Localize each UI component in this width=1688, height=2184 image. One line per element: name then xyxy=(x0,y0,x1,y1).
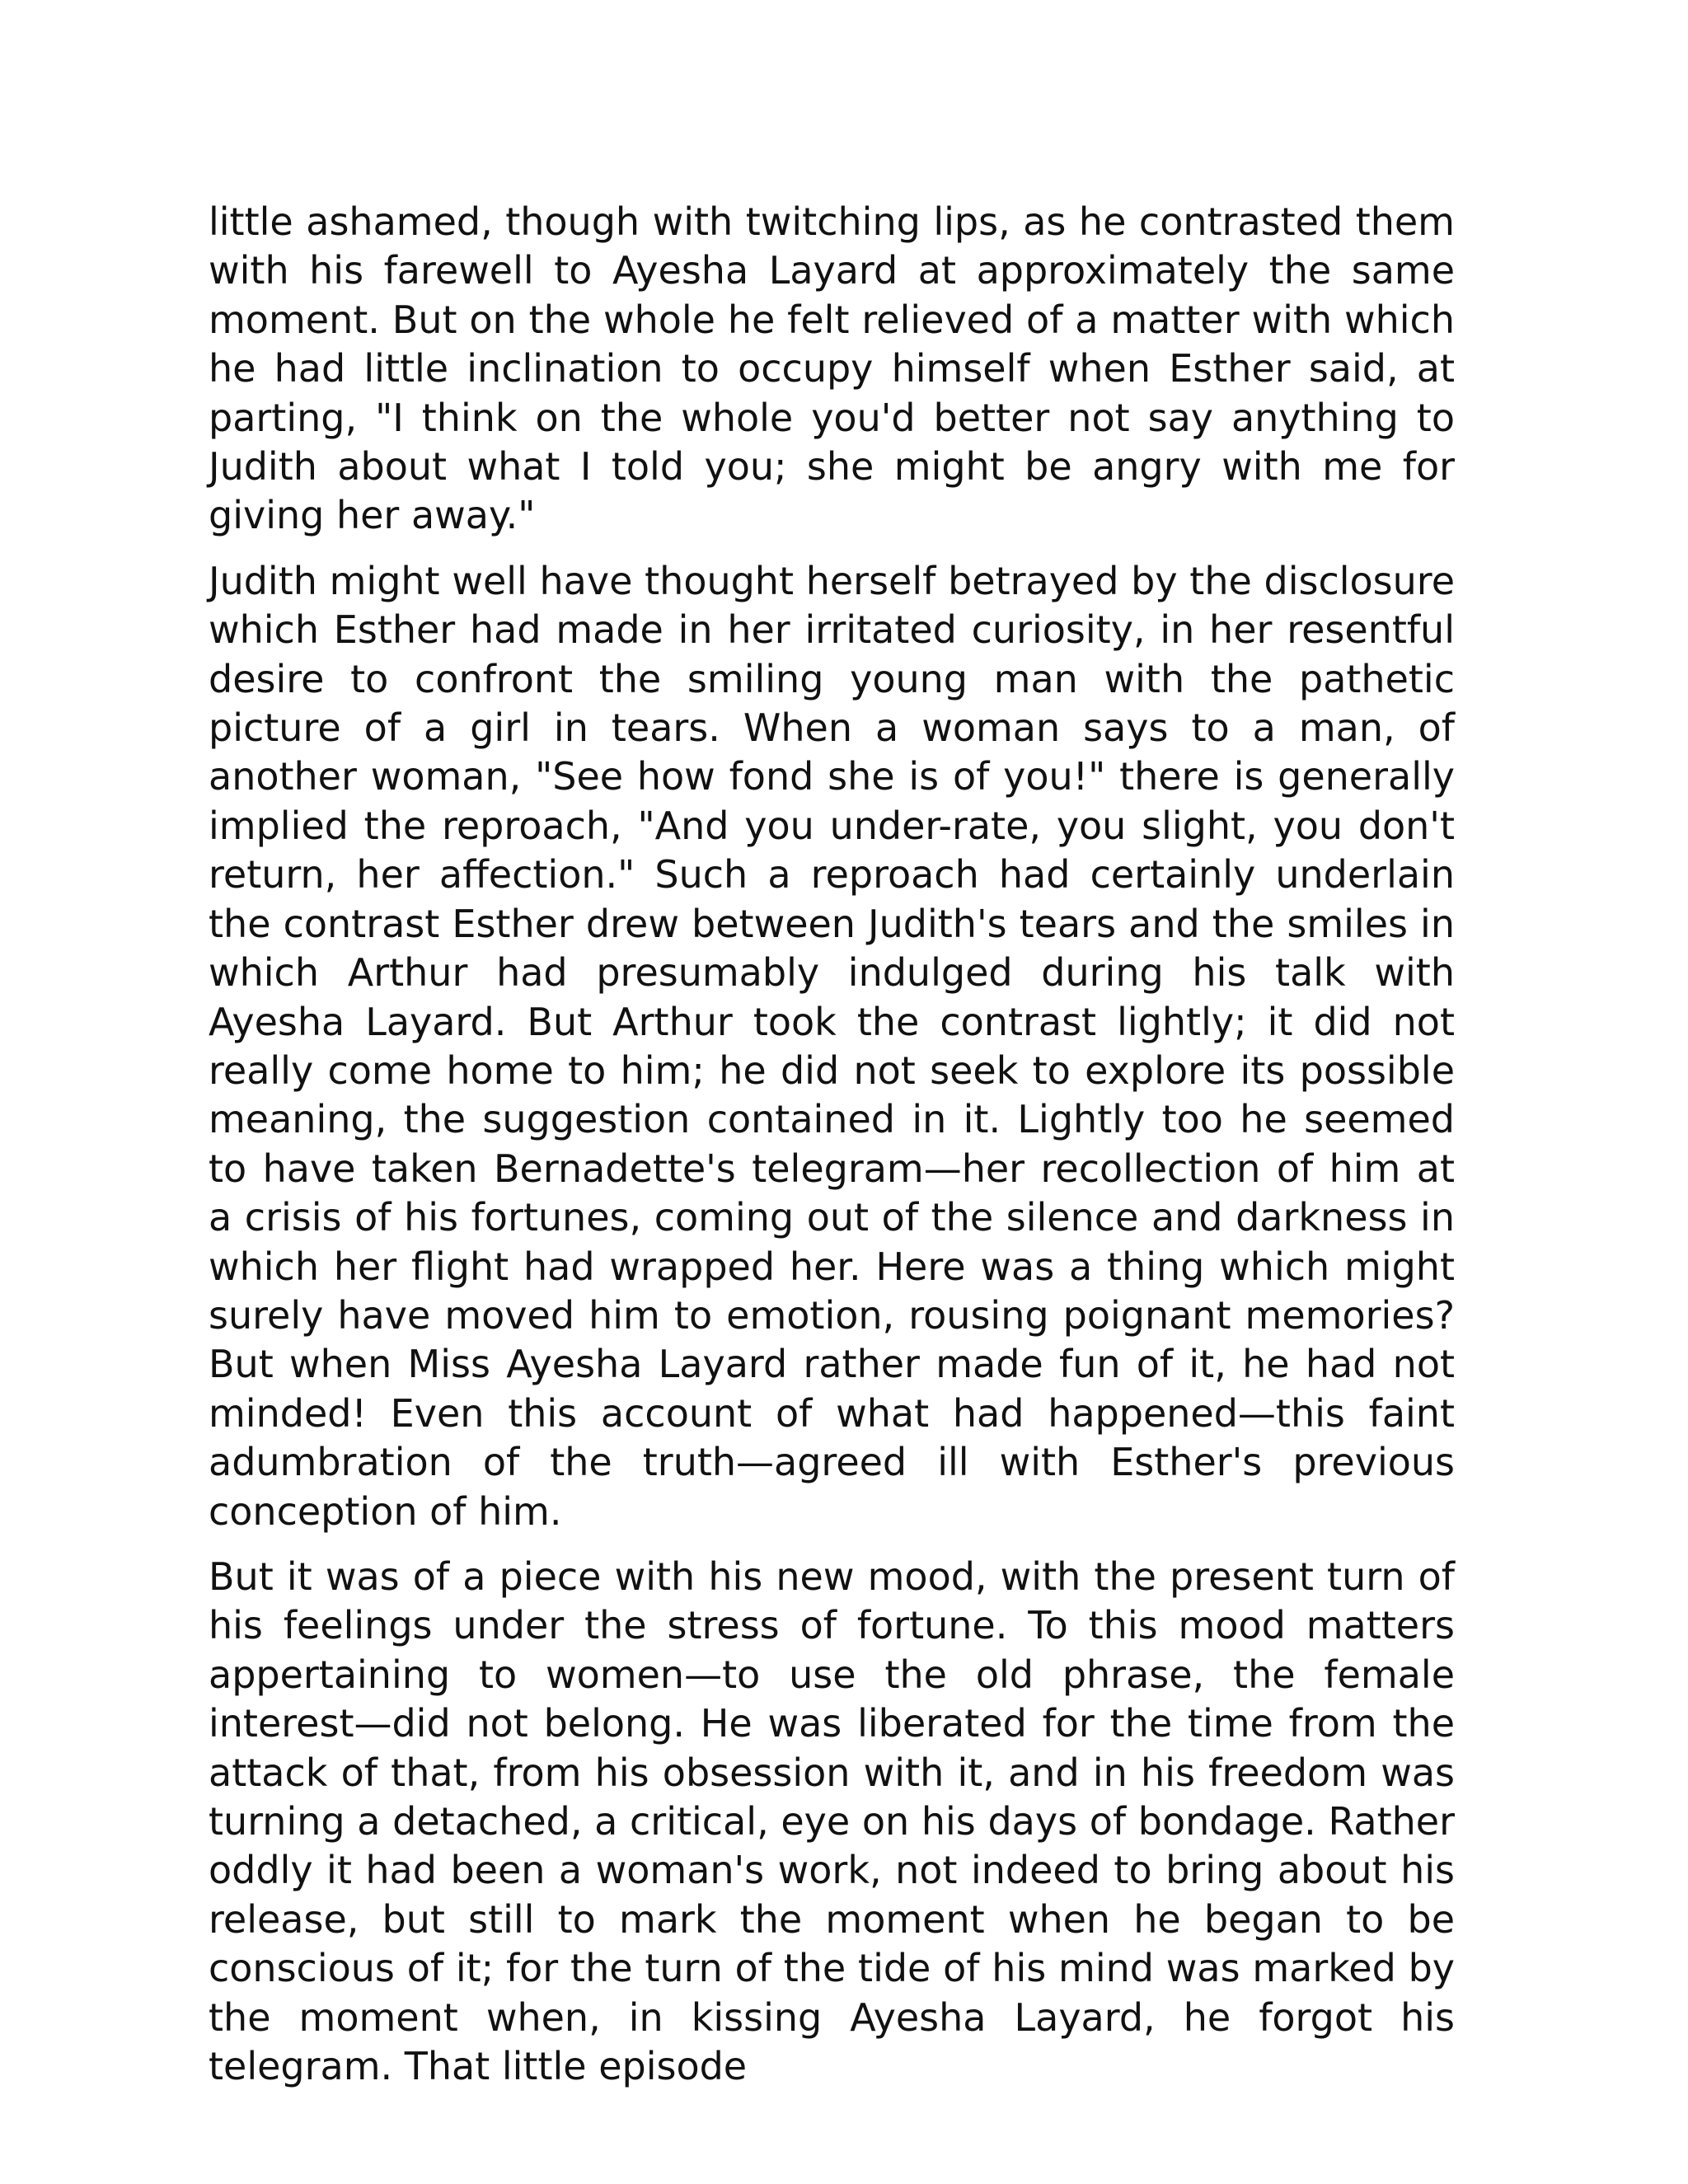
document-page xyxy=(209,198,1455,2091)
paragraph-2: Judith might well have thought herself betrayed by the disclosure which Esther had made in her irritated curiosity, in her resentful desire to confront the smiling young man with the pathetic picture of a girl in tears. When a woman says to a man, of another woman, "See how fond she is of you!" there is generally implied the reproach, "And you under-rate, you slight, you don't return, her affection." Such a reproach had certainly underlain the contrast Esther drew between Judith's tears and the smiles in which Arthur had presumably indulged during his talk with Ayesha Layard. But Arthur took the contrast lightly; it did not really come home to him; he did not seek to explore its possible meaning, the suggestion contained in it. Lightly too he seemed to have taken Bernadette's telegram—her recollection of him at a crisis of his fortunes, coming out of the silence and darkness in which her flight had wrapped her. Here was a thing which might surely have moved him to emotion, rousing poignant memories? But when Miss Ayesha Layard rather made fun of it, he had not minded! Even this account of what had happened—this faint adumbration of the truth—agreed ill with Esther's previous conception of him. xyxy=(209,558,1455,1534)
paragraph-1: little ashamed, though with twitching lips, as he contrasted them with his farewell to Ayesha Layard at approximately the same moment. But on the whole he felt relieved of a matter with which he had little inclination to occupy himself when Esther said, at parting, "I think on the whole you'd better not say anything to Judith about what I told you; she might be angry with me for giving her away." xyxy=(209,199,1455,538)
paragraph-3: But it was of a piece with his new mood, with the present turn of his feelings under the stress of fortune. To this mood matters appertaining to women—to use the old phrase, the female interest—did not belong. He was liberated for the time from the attack of that, from his obsession with it, and in his freedom was turning a detached, a critical, eye on his days of bondage. Rather oddly it had been a woman's work, not indeed to bring about his release, but still to mark the moment when he began to be conscious of it; for the turn of the tide of his mind was marked by the moment when, in kissing Ayesha Layard, he forgot his telegram. That little episode xyxy=(209,1554,1455,2089)
